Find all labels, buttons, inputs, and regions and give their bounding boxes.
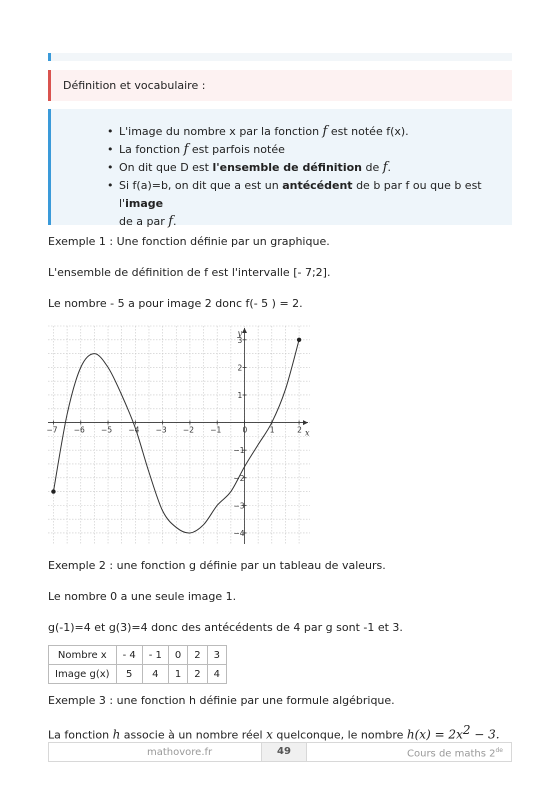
x-tick-label: −7 <box>46 425 58 435</box>
y-tick-label: −1 <box>233 446 245 456</box>
chart-axes <box>48 328 310 544</box>
y-tick-label: 2 <box>237 363 243 373</box>
footer-site: mathovore.fr <box>147 747 213 758</box>
y-tick-label: 3 <box>237 335 243 345</box>
table-row <box>49 665 227 684</box>
page-number: 49 <box>261 743 307 761</box>
y-axis-label: y <box>237 329 243 338</box>
definition-header: Définition et vocabulaire : <box>63 79 206 92</box>
table-cell: 5 <box>116 665 142 684</box>
example1-image: Le nombre - 5 a pour image 2 donc f(- 5 ) = 2. <box>48 297 303 310</box>
values-table <box>48 645 227 684</box>
definition-list <box>107 123 507 231</box>
table-cell: 0 <box>168 646 187 665</box>
example1-domain: L'ensemble de définition de f est l'intervalle [- 7;2]. <box>48 266 331 279</box>
y-tick-label: −3 <box>233 501 245 511</box>
endpoint-start <box>51 489 55 493</box>
chart-grid <box>48 326 310 544</box>
x-tick-label: −6 <box>73 425 85 435</box>
definition-box <box>48 109 512 229</box>
top-bar <box>48 53 512 61</box>
table-cell: Image g(x) <box>49 665 117 684</box>
table-cell: 4 <box>207 665 226 684</box>
definition-item-1: • L'image du nombre x par la fonction f est notée f(x). <box>107 123 507 141</box>
x-tick-label: 2 <box>297 425 302 435</box>
footer-course: Cours de maths 2de <box>407 747 503 760</box>
definition-item-2: • La fonction f est parfois notée <box>107 141 507 159</box>
page-footer <box>48 742 512 762</box>
example2-title: Exemple 2 : une fonction g définie par un tableau de valeurs. <box>48 559 386 572</box>
x-tick-label: −1 <box>210 425 222 435</box>
y-axis-arrow <box>242 328 247 333</box>
definition-item-3: • On dit que D est l'ensemble de définition de f. <box>107 159 507 177</box>
y-tick-label: −4 <box>233 528 245 538</box>
definition-item-4: • Si f(a)=b, on dit que a est un antécédent de b par f ou que b est l'image de a par f. <box>107 177 507 231</box>
x-tick-label: 0 <box>242 425 248 435</box>
table-cell: 1 <box>168 665 187 684</box>
top-bar-accent <box>48 53 51 61</box>
example2-line2: g(-1)=4 et g(3)=4 donc des antécédents de 4 par g sont -1 et 3. <box>48 621 403 634</box>
example3-title: Exemple 3 : une fonction h définie par une formule algébrique. <box>48 694 395 707</box>
table-row <box>49 646 227 665</box>
table-cell: Nombre x <box>49 646 117 665</box>
table-cell: 2 <box>188 665 207 684</box>
endpoint-end <box>297 338 301 342</box>
x-tick-label: −3 <box>155 425 167 435</box>
x-axis-label: x <box>305 428 310 438</box>
example3-text: La fonction h associe à un nombre réel x quelconque, le nombre $h(x) = 2x^2 - 3$. <box>48 723 500 742</box>
table-cell: 4 <box>142 665 168 684</box>
x-tick-label: −5 <box>101 425 113 435</box>
y-tick-label: 1 <box>237 390 243 400</box>
example2-line1: Le nombre 0 a une seule image 1. <box>48 590 237 603</box>
x-axis-arrow <box>303 420 308 425</box>
table-cell: 3 <box>207 646 226 665</box>
y-tick-label: −2 <box>233 473 245 483</box>
table-cell: - 1 <box>142 646 168 665</box>
definition-header-box <box>48 70 512 101</box>
table-cell: - 4 <box>116 646 142 665</box>
function-graph <box>48 326 310 544</box>
table-cell: 2 <box>188 646 207 665</box>
x-tick-label: −4 <box>128 425 140 435</box>
x-tick-label: −2 <box>182 425 194 435</box>
x-tick-label: 1 <box>269 425 275 435</box>
example1-title: Exemple 1 : Une fonction définie par un graphique. <box>48 235 330 248</box>
